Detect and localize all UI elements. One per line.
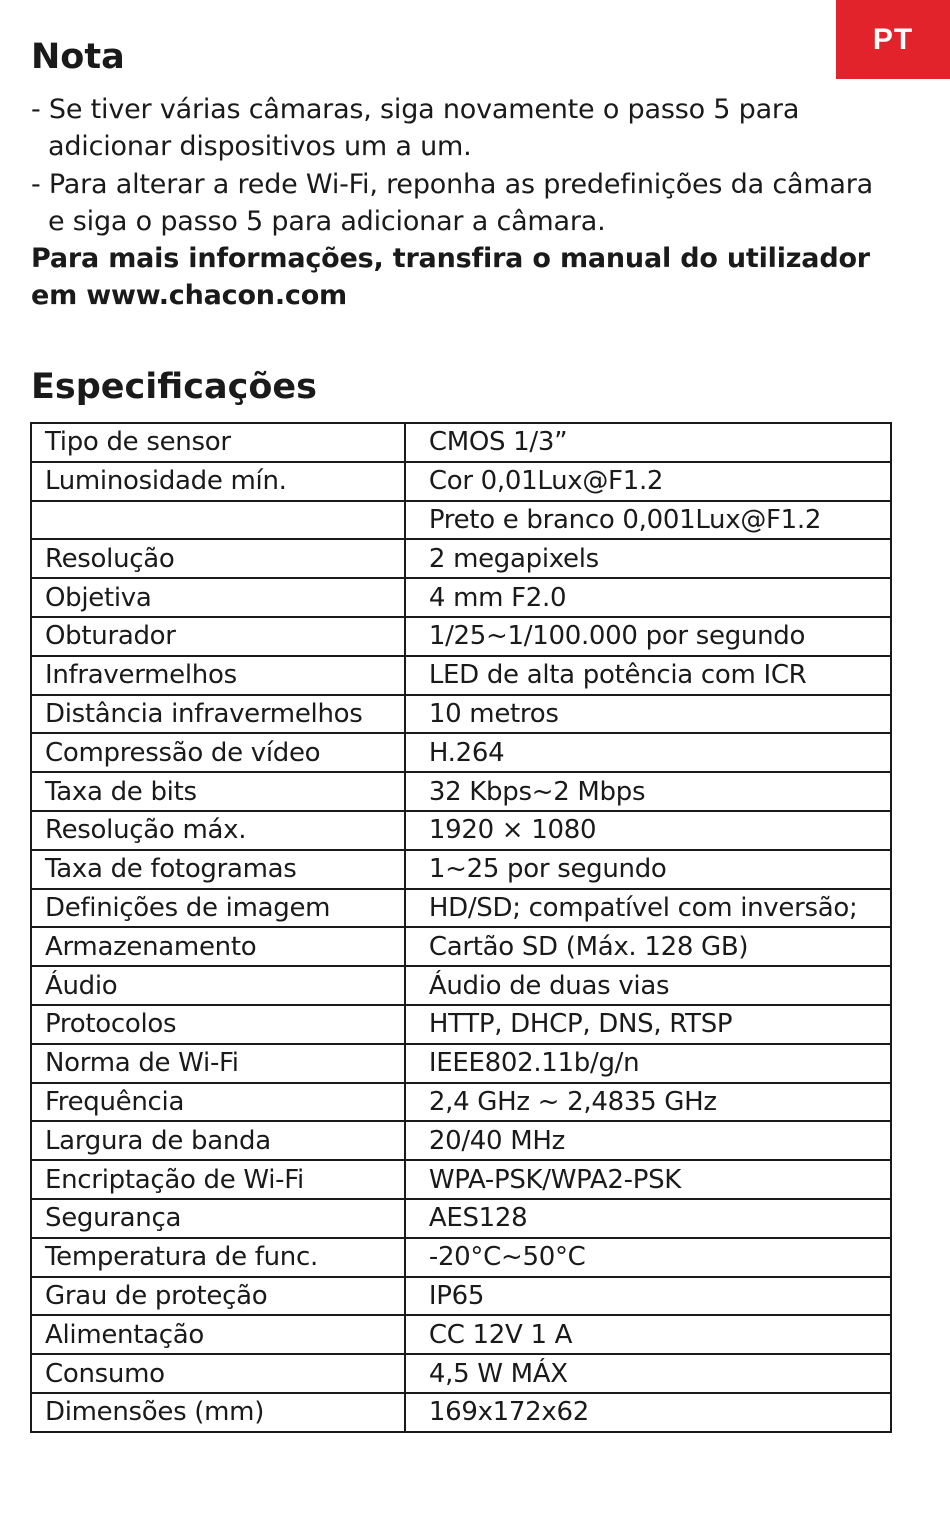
spec-value: 32 Kbps~2 Mbps: [405, 772, 891, 811]
spec-row: [31, 772, 891, 811]
spec-row: [31, 617, 891, 656]
spec-row: [31, 695, 891, 734]
spec-label: Dimensões (mm): [31, 1393, 405, 1432]
spec-row: [31, 1393, 891, 1432]
spec-row: [31, 889, 891, 928]
spec-row: [31, 850, 891, 889]
spec-row: [31, 1199, 891, 1238]
spec-label: Grau de proteção: [31, 1277, 405, 1316]
spec-row: [31, 578, 891, 617]
spec-label: Temperatura de func.: [31, 1238, 405, 1277]
spec-value: 4,5 W MÁX: [405, 1354, 891, 1393]
spec-label: Segurança: [31, 1199, 405, 1238]
note-heading: Nota: [31, 37, 125, 77]
spec-label: Infravermelhos: [31, 656, 405, 695]
spec-row: [31, 1315, 891, 1354]
language-tab-pt: PT: [836, 0, 950, 79]
spec-row: [31, 927, 891, 966]
spec-value: 4 mm F2.0: [405, 578, 891, 617]
spec-value: 2 megapixels: [405, 539, 891, 578]
note-bullet: - Se tiver várias câmaras, siga novamente o passo 5 para adicionar dispositivos um a um.: [31, 94, 800, 163]
spec-row: [31, 1044, 891, 1083]
spec-value: Cartão SD (Máx. 128 GB): [405, 927, 891, 966]
spec-row: [31, 1121, 891, 1160]
spec-value: HD/SD; compatível com inversão;: [405, 889, 891, 928]
note-more-info: Para mais informações, transfira o manual do utilizador em www.chacon.com: [31, 243, 870, 312]
spec-label: Consumo: [31, 1354, 405, 1393]
spec-row: [31, 656, 891, 695]
spec-value: WPA-PSK/WPA2-PSK: [405, 1160, 891, 1199]
spec-label: Obturador: [31, 617, 405, 656]
spec-label: Encriptação de Wi-Fi: [31, 1160, 405, 1199]
spec-value: 2,4 GHz ~ 2,4835 GHz: [405, 1083, 891, 1122]
spec-value: Preto e branco 0,001Lux@F1.2: [405, 501, 891, 540]
spec-label: Protocolos: [31, 1005, 405, 1044]
spec-value: Cor 0,01Lux@F1.2: [405, 462, 891, 501]
spec-value: Áudio de duas vias: [405, 966, 891, 1005]
spec-row: [31, 462, 891, 501]
spec-value: HTTP, DHCP, DNS, RTSP: [405, 1005, 891, 1044]
spec-label: Áudio: [31, 966, 405, 1005]
spec-row: [31, 1238, 891, 1277]
note-bullet: - Para alterar a rede Wi-Fi, reponha as predefinições da câmara e siga o passo 5 para adicionar a câmara.: [31, 168, 874, 237]
spec-row: [31, 811, 891, 850]
spec-row: [31, 1005, 891, 1044]
note-body: [31, 91, 891, 315]
spec-label: Largura de banda: [31, 1121, 405, 1160]
spec-value: LED de alta potência com ICR: [405, 656, 891, 695]
spec-row: [31, 1160, 891, 1199]
specifications-heading: Especificações: [31, 367, 317, 407]
spec-label: Frequência: [31, 1083, 405, 1122]
spec-value: H.264: [405, 733, 891, 772]
spec-value: 1920 × 1080: [405, 811, 891, 850]
spec-label: Resolução máx.: [31, 811, 405, 850]
spec-row: [31, 1354, 891, 1393]
spec-row: [31, 501, 891, 540]
spec-label: Armazenamento: [31, 927, 405, 966]
spec-value: 20/40 MHz: [405, 1121, 891, 1160]
spec-value: 1~25 por segundo: [405, 850, 891, 889]
spec-label: Taxa de bits: [31, 772, 405, 811]
spec-label: Norma de Wi-Fi: [31, 1044, 405, 1083]
spec-label: Definições de imagem: [31, 889, 405, 928]
spec-label: Objetiva: [31, 578, 405, 617]
spec-value: CC 12V 1 A: [405, 1315, 891, 1354]
spec-row: [31, 1277, 891, 1316]
spec-value: AES128: [405, 1199, 891, 1238]
specifications-table: [30, 422, 892, 1433]
spec-row: [31, 539, 891, 578]
spec-value: 1/25~1/100.000 por segundo: [405, 617, 891, 656]
spec-value: 169x172x62: [405, 1393, 891, 1432]
spec-label: Compressão de vídeo: [31, 733, 405, 772]
spec-label: Luminosidade mín.: [31, 462, 405, 501]
spec-row: [31, 1083, 891, 1122]
spec-value: CMOS 1/3”: [405, 423, 891, 462]
spec-label: Resolução: [31, 539, 405, 578]
spec-label: Alimentação: [31, 1315, 405, 1354]
spec-label: [31, 501, 405, 540]
spec-value: 10 metros: [405, 695, 891, 734]
spec-label: Distância infravermelhos: [31, 695, 405, 734]
spec-label: Taxa de fotogramas: [31, 850, 405, 889]
spec-value: IP65: [405, 1277, 891, 1316]
spec-label: Tipo de sensor: [31, 423, 405, 462]
spec-value: -20°C~50°C: [405, 1238, 891, 1277]
spec-row: [31, 966, 891, 1005]
spec-row: [31, 733, 891, 772]
spec-row: [31, 423, 891, 462]
spec-value: IEEE802.11b/g/n: [405, 1044, 891, 1083]
